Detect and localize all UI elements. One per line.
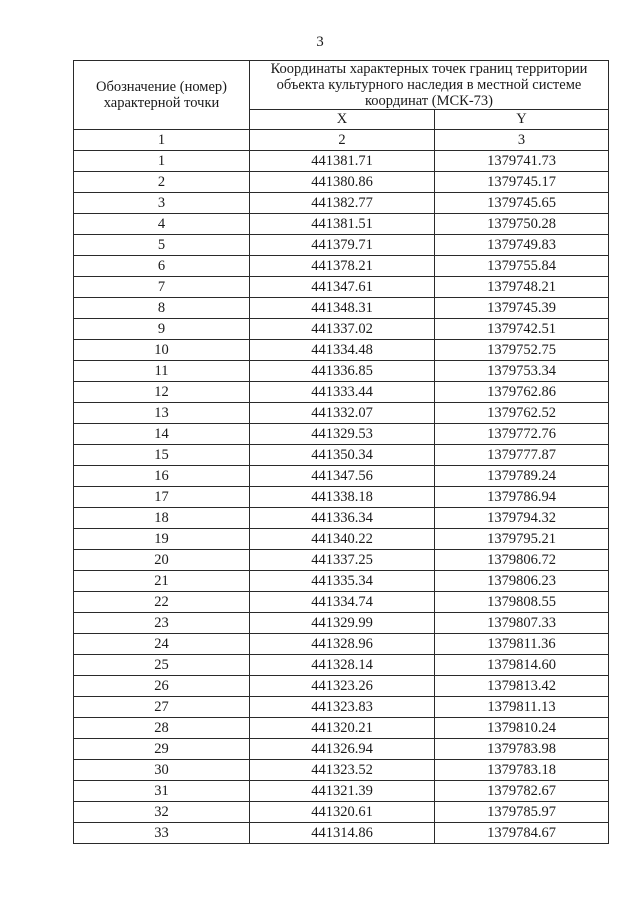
y-coordinate-cell: 1379806.23 bbox=[435, 571, 609, 592]
x-coordinate-cell: 441321.39 bbox=[250, 781, 435, 802]
y-coordinate-cell: 1379789.24 bbox=[435, 466, 609, 487]
table-row bbox=[74, 277, 609, 298]
point-number-cell: 33 bbox=[74, 823, 250, 844]
point-number-cell: 3 bbox=[74, 193, 250, 214]
x-coordinate-cell: 441323.26 bbox=[250, 676, 435, 697]
point-number-cell: 27 bbox=[74, 697, 250, 718]
column-number: 1 bbox=[74, 130, 250, 151]
x-coordinate-cell: 441320.61 bbox=[250, 802, 435, 823]
x-coordinate-cell: 441382.77 bbox=[250, 193, 435, 214]
y-coordinate-cell: 1379811.13 bbox=[435, 697, 609, 718]
table-row bbox=[74, 550, 609, 571]
y-coordinate-cell: 1379810.24 bbox=[435, 718, 609, 739]
x-coordinate-cell: 441381.71 bbox=[250, 151, 435, 172]
x-coordinate-cell: 441380.86 bbox=[250, 172, 435, 193]
table-row bbox=[74, 613, 609, 634]
table-row bbox=[74, 193, 609, 214]
point-number-cell: 28 bbox=[74, 718, 250, 739]
y-coordinate-cell: 1379748.21 bbox=[435, 277, 609, 298]
point-number-cell: 30 bbox=[74, 760, 250, 781]
page-number: 3 bbox=[316, 34, 324, 50]
point-number-cell: 22 bbox=[74, 592, 250, 613]
y-coordinate-cell: 1379745.65 bbox=[435, 193, 609, 214]
point-number-cell: 5 bbox=[74, 235, 250, 256]
y-coordinate-cell: 1379783.18 bbox=[435, 760, 609, 781]
table-row bbox=[74, 382, 609, 403]
x-coordinate-cell: 441335.34 bbox=[250, 571, 435, 592]
table-row bbox=[74, 298, 609, 319]
y-coordinate-cell: 1379794.32 bbox=[435, 508, 609, 529]
point-number-cell: 13 bbox=[74, 403, 250, 424]
point-number-cell: 25 bbox=[74, 655, 250, 676]
point-number-cell: 21 bbox=[74, 571, 250, 592]
x-coordinate-cell: 441332.07 bbox=[250, 403, 435, 424]
point-number-cell: 19 bbox=[74, 529, 250, 550]
table-row bbox=[74, 214, 609, 235]
table-row bbox=[74, 151, 609, 172]
x-coordinate-cell: 441333.44 bbox=[250, 382, 435, 403]
x-coordinate-cell: 441336.34 bbox=[250, 508, 435, 529]
table-row bbox=[74, 676, 609, 697]
y-coordinate-cell: 1379811.36 bbox=[435, 634, 609, 655]
point-number-cell: 26 bbox=[74, 676, 250, 697]
point-number-cell: 24 bbox=[74, 634, 250, 655]
y-column-header: Y bbox=[435, 110, 609, 130]
x-coordinate-cell: 441340.22 bbox=[250, 529, 435, 550]
y-coordinate-cell: 1379762.86 bbox=[435, 382, 609, 403]
x-coordinate-cell: 441350.34 bbox=[250, 445, 435, 466]
table-row bbox=[74, 487, 609, 508]
table-row bbox=[74, 571, 609, 592]
x-coordinate-cell: 441347.61 bbox=[250, 277, 435, 298]
point-number-cell: 15 bbox=[74, 445, 250, 466]
y-coordinate-cell: 1379745.39 bbox=[435, 298, 609, 319]
y-coordinate-cell: 1379807.33 bbox=[435, 613, 609, 634]
column-number: 3 bbox=[435, 130, 609, 151]
x-coordinate-cell: 441323.83 bbox=[250, 697, 435, 718]
x-coordinate-cell: 441314.86 bbox=[250, 823, 435, 844]
point-designation-header: Обозначение (номер) характерной точки bbox=[74, 61, 250, 130]
point-number-cell: 6 bbox=[74, 256, 250, 277]
x-coordinate-cell: 441337.02 bbox=[250, 319, 435, 340]
point-number-cell: 8 bbox=[74, 298, 250, 319]
column-numbers-row bbox=[74, 130, 609, 151]
x-coordinate-cell: 441334.74 bbox=[250, 592, 435, 613]
x-coordinate-cell: 441323.52 bbox=[250, 760, 435, 781]
point-number-cell: 10 bbox=[74, 340, 250, 361]
table-row bbox=[74, 361, 609, 382]
x-coordinate-cell: 441337.25 bbox=[250, 550, 435, 571]
point-number-cell: 11 bbox=[74, 361, 250, 382]
x-coordinate-cell: 441336.85 bbox=[250, 361, 435, 382]
y-coordinate-cell: 1379772.76 bbox=[435, 424, 609, 445]
table-row bbox=[74, 760, 609, 781]
point-number-cell: 9 bbox=[74, 319, 250, 340]
point-number-cell: 17 bbox=[74, 487, 250, 508]
point-number-cell: 7 bbox=[74, 277, 250, 298]
x-coordinate-cell: 441328.14 bbox=[250, 655, 435, 676]
y-coordinate-cell: 1379777.87 bbox=[435, 445, 609, 466]
x-coordinate-cell: 441326.94 bbox=[250, 739, 435, 760]
x-coordinate-cell: 441329.53 bbox=[250, 424, 435, 445]
table-row bbox=[74, 823, 609, 844]
table-row bbox=[74, 508, 609, 529]
x-coordinate-cell: 441338.18 bbox=[250, 487, 435, 508]
point-number-cell: 23 bbox=[74, 613, 250, 634]
table-row bbox=[74, 256, 609, 277]
point-number-cell: 20 bbox=[74, 550, 250, 571]
coordinates-table bbox=[73, 60, 609, 844]
point-number-cell: 1 bbox=[74, 151, 250, 172]
table-row bbox=[74, 655, 609, 676]
x-coordinate-cell: 441381.51 bbox=[250, 214, 435, 235]
y-coordinate-cell: 1379806.72 bbox=[435, 550, 609, 571]
y-coordinate-cell: 1379785.97 bbox=[435, 802, 609, 823]
point-number-cell: 18 bbox=[74, 508, 250, 529]
table-row bbox=[74, 319, 609, 340]
y-coordinate-cell: 1379749.83 bbox=[435, 235, 609, 256]
y-coordinate-cell: 1379742.51 bbox=[435, 319, 609, 340]
y-coordinate-cell: 1379786.94 bbox=[435, 487, 609, 508]
table-row bbox=[74, 424, 609, 445]
x-coordinate-cell: 441348.31 bbox=[250, 298, 435, 319]
y-coordinate-cell: 1379752.75 bbox=[435, 340, 609, 361]
table-body bbox=[74, 130, 609, 844]
table-row bbox=[74, 718, 609, 739]
table-row bbox=[74, 634, 609, 655]
point-number-cell: 2 bbox=[74, 172, 250, 193]
y-coordinate-cell: 1379750.28 bbox=[435, 214, 609, 235]
x-coordinate-cell: 441347.56 bbox=[250, 466, 435, 487]
table-row bbox=[74, 172, 609, 193]
table-row bbox=[74, 466, 609, 487]
y-coordinate-cell: 1379795.21 bbox=[435, 529, 609, 550]
x-coordinate-cell: 441378.21 bbox=[250, 256, 435, 277]
y-coordinate-cell: 1379813.42 bbox=[435, 676, 609, 697]
y-coordinate-cell: 1379814.60 bbox=[435, 655, 609, 676]
point-number-cell: 32 bbox=[74, 802, 250, 823]
y-coordinate-cell: 1379808.55 bbox=[435, 592, 609, 613]
x-coordinate-cell: 441379.71 bbox=[250, 235, 435, 256]
point-number-cell: 29 bbox=[74, 739, 250, 760]
table-row bbox=[74, 445, 609, 466]
table-row bbox=[74, 697, 609, 718]
point-number-cell: 31 bbox=[74, 781, 250, 802]
y-coordinate-cell: 1379745.17 bbox=[435, 172, 609, 193]
y-coordinate-cell: 1379784.67 bbox=[435, 823, 609, 844]
point-number-cell: 16 bbox=[74, 466, 250, 487]
table-row bbox=[74, 781, 609, 802]
x-coordinate-cell: 441329.99 bbox=[250, 613, 435, 634]
y-coordinate-cell: 1379782.67 bbox=[435, 781, 609, 802]
x-column-header: X bbox=[250, 110, 435, 130]
x-coordinate-cell: 441334.48 bbox=[250, 340, 435, 361]
point-number-cell: 14 bbox=[74, 424, 250, 445]
table-row bbox=[74, 739, 609, 760]
point-number-cell: 4 bbox=[74, 214, 250, 235]
table-row bbox=[74, 592, 609, 613]
table-row bbox=[74, 235, 609, 256]
y-coordinate-cell: 1379741.73 bbox=[435, 151, 609, 172]
point-number-cell: 12 bbox=[74, 382, 250, 403]
table-row bbox=[74, 403, 609, 424]
y-coordinate-cell: 1379783.98 bbox=[435, 739, 609, 760]
coordinates-header: Координаты характерных точек границ территории объекта культурного наследия в местной системе координат (МСК-73) bbox=[250, 61, 609, 110]
table-row bbox=[74, 529, 609, 550]
column-number: 2 bbox=[250, 130, 435, 151]
x-coordinate-cell: 441328.96 bbox=[250, 634, 435, 655]
x-coordinate-cell: 441320.21 bbox=[250, 718, 435, 739]
table-row bbox=[74, 340, 609, 361]
y-coordinate-cell: 1379762.52 bbox=[435, 403, 609, 424]
table-row bbox=[74, 802, 609, 823]
y-coordinate-cell: 1379755.84 bbox=[435, 256, 609, 277]
y-coordinate-cell: 1379753.34 bbox=[435, 361, 609, 382]
